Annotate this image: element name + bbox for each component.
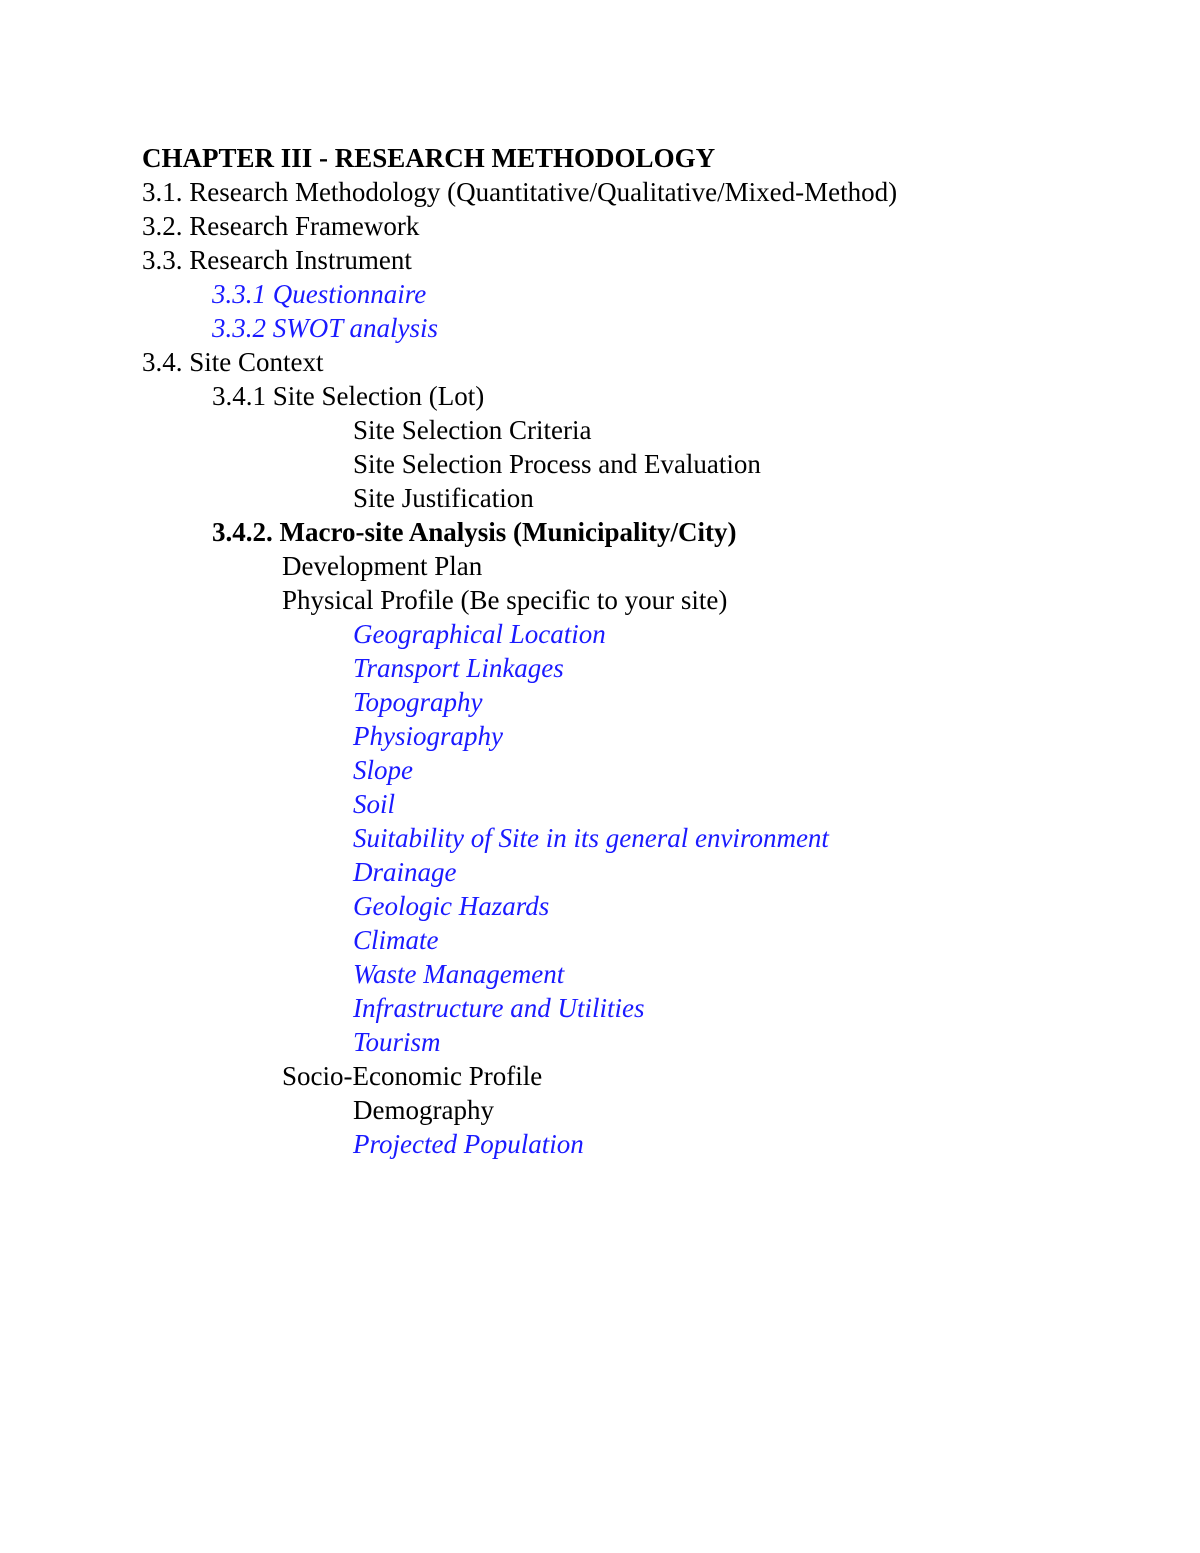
chapter-outline [142, 141, 897, 1161]
outline-item-site-selection-criteria: Site Selection Criteria [353, 415, 592, 445]
outline-item-socio-economic-profile: Socio-Economic Profile [282, 1061, 543, 1091]
outline-item-transport-linkages: Transport Linkages [353, 653, 564, 683]
outline-item-physiography: Physiography [353, 721, 503, 751]
outline-item-geologic-hazards: Geologic Hazards [353, 891, 550, 921]
outline-item-slope: Slope [353, 755, 413, 785]
outline-item-demography: Demography [353, 1095, 494, 1125]
outline-item-research-instrument: 3.3. Research Instrument [142, 245, 412, 275]
outline-item-site-selection: 3.4.1 Site Selection (Lot) [212, 381, 485, 411]
chapter-title: CHAPTER III - RESEARCH METHODOLOGY [142, 143, 716, 173]
outline-item-projected-population: Projected Population [353, 1129, 584, 1159]
outline-item-suitability: Suitability of Site in its general environment [353, 823, 829, 853]
outline-item-research-framework: 3.2. Research Framework [142, 211, 420, 241]
outline-item-tourism: Tourism [353, 1027, 441, 1057]
outline-item-site-context: 3.4. Site Context [142, 347, 324, 377]
outline-item-geographical-location: Geographical Location [353, 619, 606, 649]
outline-item-drainage: Drainage [353, 857, 457, 887]
outline-item-development-plan: Development Plan [282, 551, 483, 581]
outline-item-physical-profile: Physical Profile (Be specific to your site) [282, 585, 728, 615]
outline-item-questionnaire: 3.3.1 Questionnaire [212, 279, 427, 309]
outline-item-soil: Soil [353, 789, 396, 819]
outline-item-research-methodology: 3.1. Research Methodology (Quantitative/Qualitative/Mixed-Method) [142, 177, 898, 207]
outline-item-infrastructure: Infrastructure and Utilities [353, 993, 645, 1023]
outline-item-waste-management: Waste Management [353, 959, 565, 989]
outline-item-site-selection-process: Site Selection Process and Evaluation [353, 449, 761, 479]
outline-item-climate: Climate [353, 925, 439, 955]
outline-item-swot-analysis: 3.3.2 SWOT analysis [212, 313, 439, 343]
outline-item-topography: Topography [353, 687, 483, 717]
outline-item-macro-site-analysis: 3.4.2. Macro-site Analysis (Municipality/City) [212, 517, 737, 547]
outline-item-site-justification: Site Justification [353, 483, 534, 513]
